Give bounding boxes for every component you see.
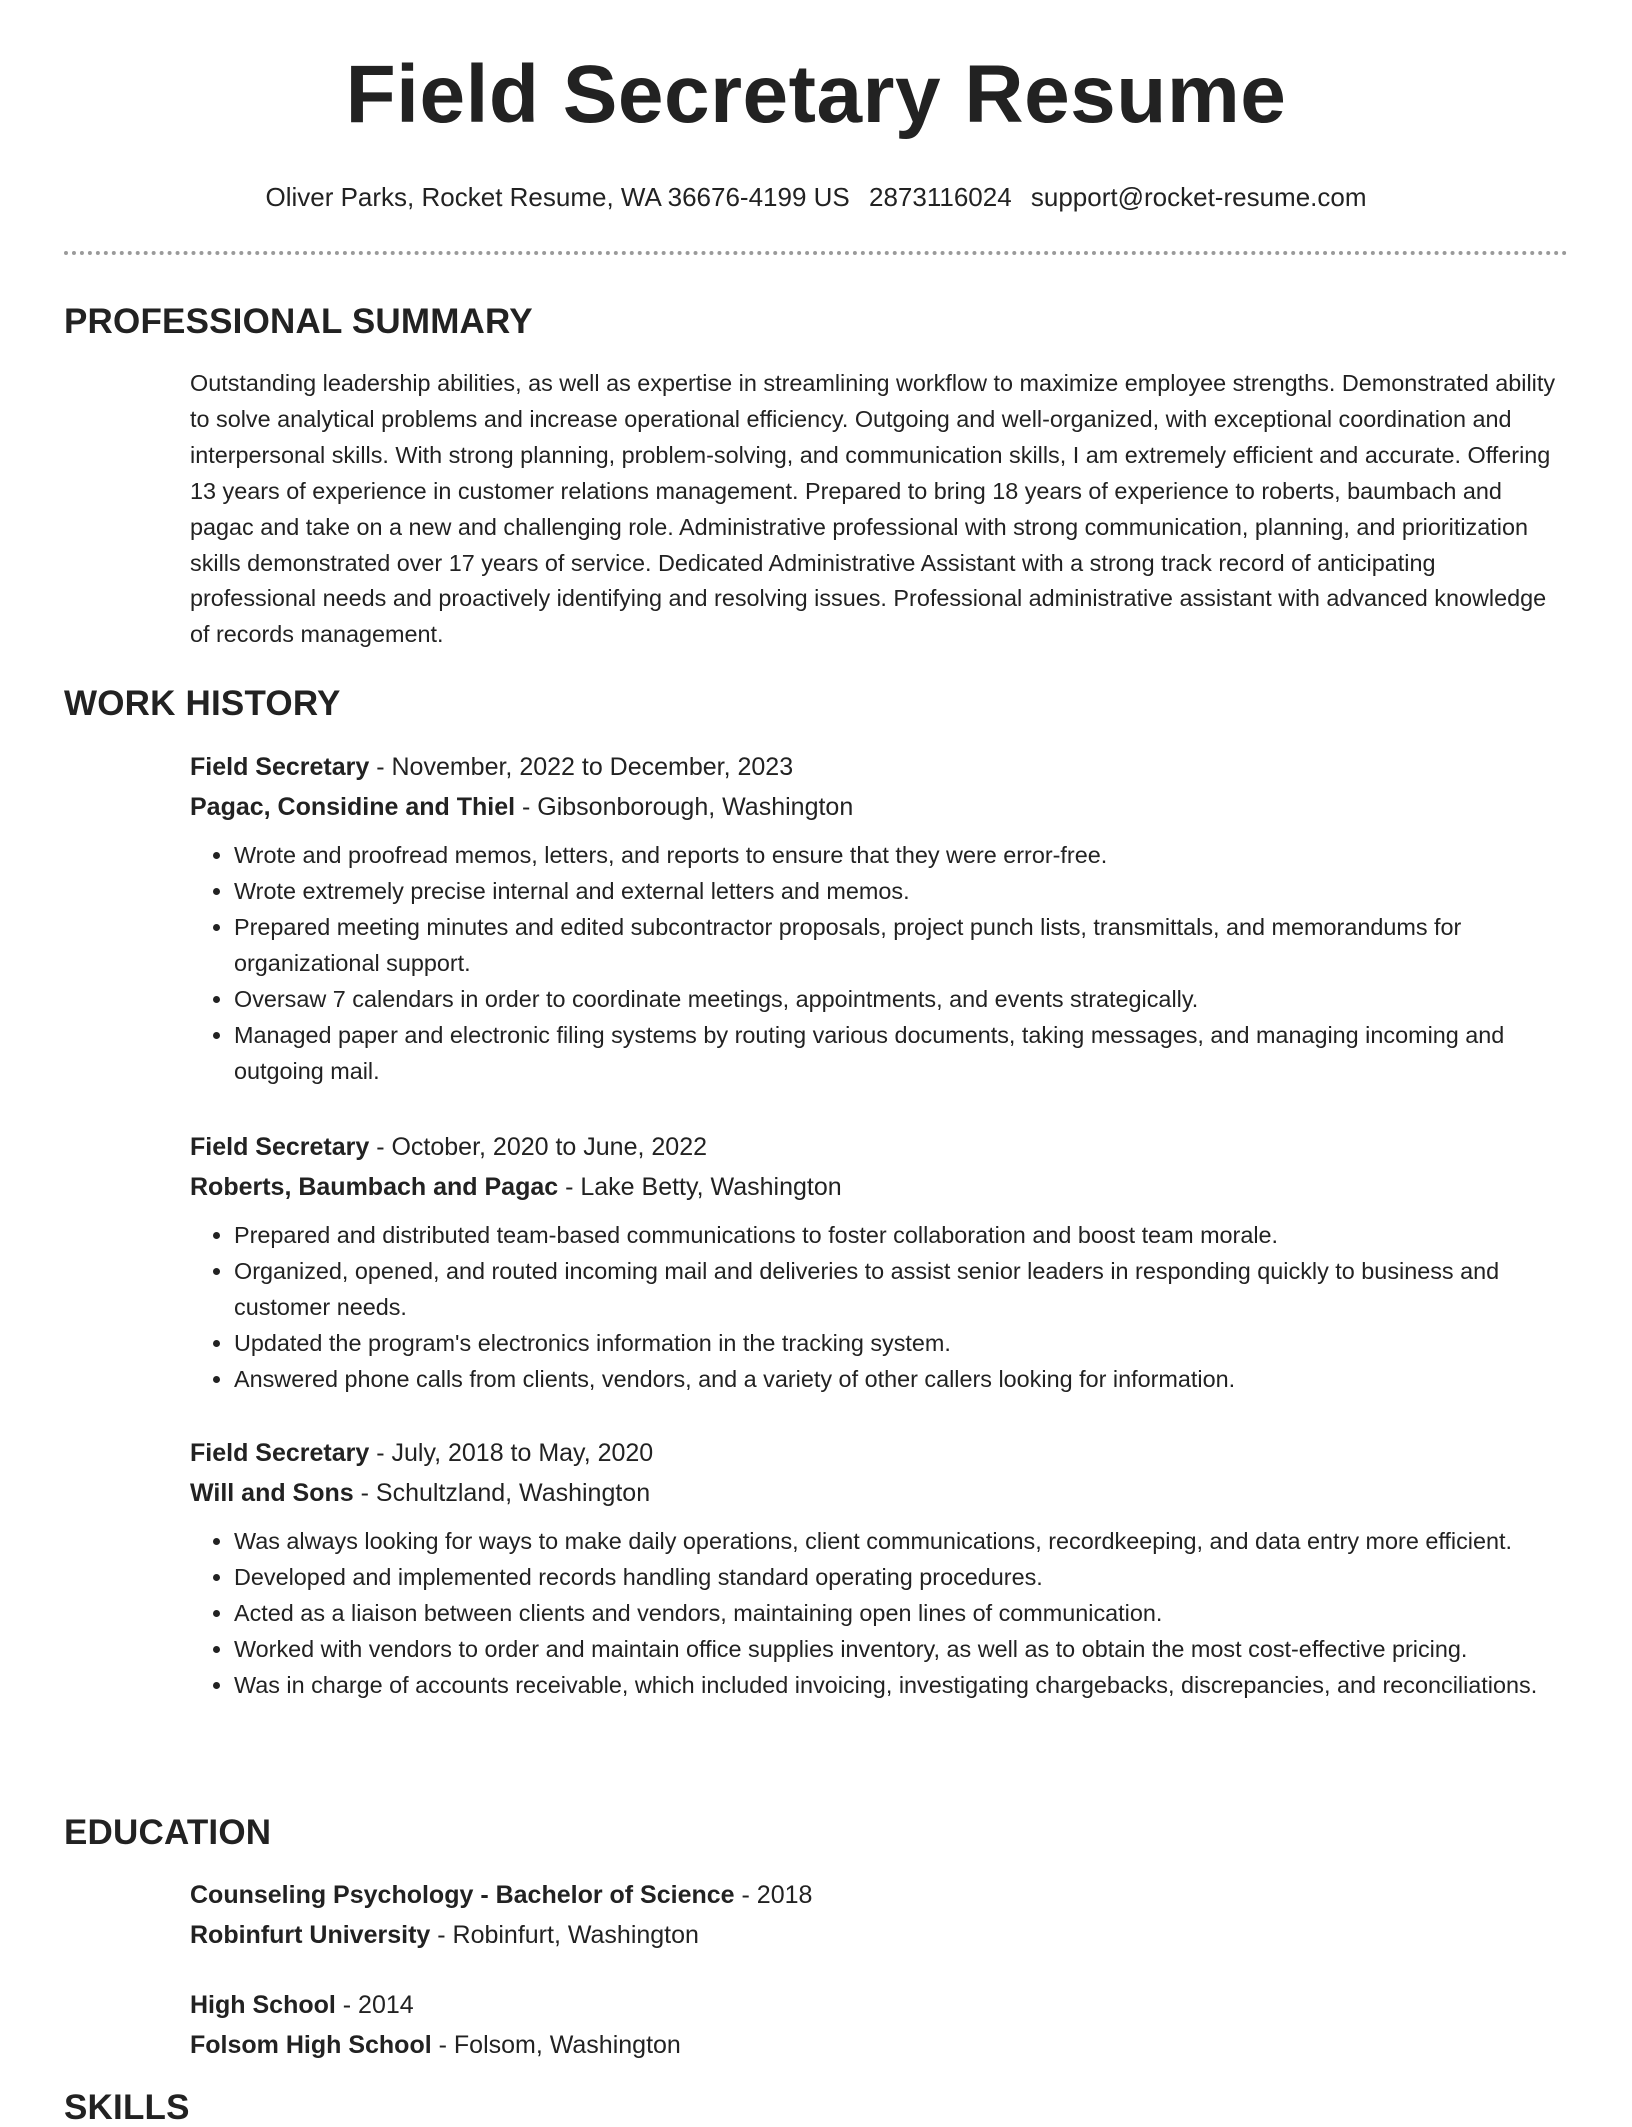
list-item: • Wrote extremely precise internal and external letters and memos. <box>234 873 1568 909</box>
list-item: • Worked with vendors to order and maintain office supplies inventory, as well as to obtain the most cost-effective pricing. <box>234 1631 1568 1667</box>
list-item: • Oversaw 7 calendars in order to coordinate meetings, appointments, and events strategically. <box>234 981 1568 1017</box>
job-company: Roberts, Baumbach and Pagac <box>190 1173 559 1201</box>
job-location: - Lake Betty, Washington <box>558 1173 842 1201</box>
list-item: • Was in charge of accounts receivable, which included invoicing, investigating chargebacks, discrepancies, and reconciliations. <box>234 1667 1568 1703</box>
school-line <box>190 1915 1568 1955</box>
contact-address: Oliver Parks, Rocket Resume, WA 36676-4199 US <box>265 182 850 212</box>
summary-text: Outstanding leadership abilities, as well as expertise in streamlining workflow to maximize employee strengths. Demonstrated ability to solve analytical problems and increase operational efficiency. Outgoing and well-organized, with exceptional coordination and interpersonal skills. With strong planning, problem-solving, and communication skills, I am extremely efficient and accurate. Offering 13 years of experience in customer relations management. Prepared to bring 18 years of experience to roberts, baumbach and pagac and take on a new and challenging role. Administrative professional with strong communication, planning, and prioritization skills demonstrated over 17 years of service. Dedicated Administrative Assistant with a strong track record of anticipating professional needs and proactively identifying and resolving issues. Professional administrative assistant with advanced knowledge of records management. <box>190 370 1556 648</box>
job-title: Field Secretary <box>190 1133 370 1161</box>
job-title-line <box>190 1433 1568 1473</box>
graduation-year: - 2014 <box>335 1991 414 2019</box>
list-item: • Managed paper and electronic filing systems by routing various documents, taking messages, and managing incoming and outgoing mail. <box>234 1017 1568 1089</box>
section-heading-skills: SKILLS <box>64 2088 190 2127</box>
list-item: • Answered phone calls from clients, vendors, and a variety of other callers looking for information. <box>234 1361 1568 1397</box>
degree: High School <box>190 1991 336 2019</box>
job-company-line <box>190 1167 1568 1207</box>
contact-line <box>0 184 1632 210</box>
job-company: Will and Sons <box>190 1479 354 1507</box>
graduation-year: - 2018 <box>734 1881 813 1909</box>
list-item: • Was always looking for ways to make daily operations, client communications, recordkeeping, and data entry more efficient. <box>234 1523 1568 1559</box>
job-dates: - November, 2022 to December, 2023 <box>369 753 794 781</box>
list-item: • Updated the program's electronics information in the tracking system. <box>234 1325 1568 1361</box>
job-title-line <box>190 747 1568 787</box>
school-location: - Robinfurt, Washington <box>430 1921 699 1949</box>
school-location: - Folsom, Washington <box>431 2031 681 2059</box>
list-item: • Wrote and proofread memos, letters, and reports to ensure that they were error-free. <box>234 837 1568 873</box>
page-title: Field Secretary Resume <box>345 49 1287 140</box>
job-duties-list <box>190 837 1568 1089</box>
job-company-line <box>190 1473 1568 1513</box>
education-entry <box>190 1985 1568 2065</box>
section-heading-education: EDUCATION <box>64 1813 272 1852</box>
list-item: • Prepared meeting minutes and edited subcontractor proposals, project punch lists, transmittals, and memorandums for organizational support. <box>234 909 1568 981</box>
contact-email: support@rocket-resume.com <box>1030 182 1367 212</box>
job-dates: - October, 2020 to June, 2022 <box>369 1133 707 1161</box>
school-line <box>190 2025 1568 2065</box>
school: Folsom High School <box>190 2031 432 2059</box>
job-entry <box>190 747 1568 1089</box>
job-duties-list <box>190 1523 1568 1703</box>
list-item: • Developed and implemented records handling standard operating procedures. <box>234 1559 1568 1595</box>
job-company: Pagac, Considine and Thiel <box>190 793 516 821</box>
degree: Counseling Psychology - Bachelor of Science <box>190 1881 735 1909</box>
job-title-line <box>190 1127 1568 1167</box>
job-company-line <box>190 787 1568 827</box>
education-entry <box>190 1875 1568 1955</box>
list-item: • Prepared and distributed team-based communications to foster collaboration and boost team morale. <box>234 1217 1568 1253</box>
job-location: - Schultzland, Washington <box>353 1479 651 1507</box>
contact-phone: 2873116024 <box>868 182 1012 212</box>
job-entry <box>190 1127 1568 1397</box>
header-divider <box>64 251 1568 255</box>
section-heading-summary: PROFESSIONAL SUMMARY <box>64 302 533 341</box>
degree-line <box>190 1985 1568 2025</box>
job-title: Field Secretary <box>190 1439 370 1467</box>
school: Robinfurt University <box>190 1921 431 1949</box>
job-entry <box>190 1433 1568 1703</box>
degree-line <box>190 1875 1568 1915</box>
list-item: • Organized, opened, and routed incoming mail and deliveries to assist senior leaders in responding quickly to business and customer needs. <box>234 1253 1568 1325</box>
job-duties-list <box>190 1217 1568 1397</box>
job-dates: - July, 2018 to May, 2020 <box>369 1439 654 1467</box>
section-heading-work-history: WORK HISTORY <box>64 684 341 723</box>
list-item: • Acted as a liaison between clients and vendors, maintaining open lines of communication. <box>234 1595 1568 1631</box>
job-location: - Gibsonborough, Washington <box>515 793 854 821</box>
job-title: Field Secretary <box>190 753 370 781</box>
